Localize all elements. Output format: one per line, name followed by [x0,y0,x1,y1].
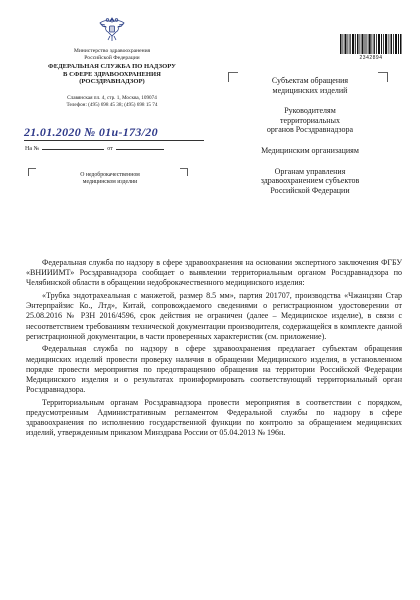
agency-name [36,63,188,86]
body-paragraph: Федеральная служба по надзору в сфере здравоохранения предлагает субъектам обращения медицинских изделий провести проверку наличия в обращении Медицинского изделия, в установленном порядке провести мероприятия по предотвращению обращения на территории Российской Федерации Медицинского изделия и о результатах проинформировать соответствующий территориальный орган Росздравнадзора. [26,344,402,395]
recipient-line: Медицинским организациям [261,145,359,155]
barcode-icon [340,34,402,54]
reference-row [25,146,164,152]
recipient-line: Органам управления [274,166,346,176]
recipient-line: Российской Федерации [270,185,350,195]
recipient-line: органов Росздравнадзора [266,125,354,135]
na-label: На № [25,146,40,152]
na-blank [42,149,104,150]
handwritten-registration: 21.01.2020 № 01и-173/20 [24,125,158,139]
phone-line: Телефон: (495) 698 45 38; (495) 698 15 74 [66,102,158,108]
recipient-item [232,76,388,95]
recipient-item [232,106,388,135]
agency-line: (РОСЗДРАВНАДЗОР) [79,78,145,86]
address-line: Славянская пл. 4, стр. 1, Москва, 109074 [67,95,157,101]
recipient-line: Субъектам обращения [271,76,349,85]
recipient-line: Руководителям [284,106,336,116]
ministry-name [40,48,184,61]
body-paragraph: «Трубка эндотрахеальная с манжетой, размер 8.5 мм», партия 201707, производства «Чжанцзян Стар Энтерпрайзис Ко., Лтд», Китай, сопровождаемого сведениями о регистрационном удостоверении от 25.08.2016 № РЗН 2016/4596, срок действия не ограничен (далее – Медицинское изделие), в связи с несоответствием требованиям технической документации производителя, содержащейся в комплекте данной регистрационной документации, в части проверенных характеристик (см. приложение). [26,291,402,341]
subject-text: О недоброкачественном [80,172,140,178]
ot-blank [116,149,164,150]
body-paragraph: Федеральная служба по надзору в сфере здравоохранения на основании экспертного заключения ФГБУ «ВНИИИМТ» Росздравнадзора сообщает о выявлении территориальным органом Росздравнадзора по Челябинской области в обращении недоброкачественного медицинского изделия: [26,258,402,288]
subject-text: медицинском изделии [82,179,138,185]
recipient-line: медицинских изделий [272,85,348,95]
registration-underline [24,140,204,141]
ot-label: от [107,146,113,152]
recipients-block [232,76,388,206]
agency-line: ФЕДЕРАЛЬНАЯ СЛУЖБА ПО НАДЗОРУ [48,63,176,70]
barcode-number: 2342894 [359,55,383,61]
letter-body [26,258,402,441]
recipient-line: здравоохранением субъектов [260,176,360,186]
recipient-item [232,167,388,196]
subject-line [50,172,170,186]
ministry-line: Российской Федерации [84,54,140,61]
recipient-line: территориальных [280,115,340,125]
agency-address [42,95,182,109]
recipient-item [232,146,388,156]
ministry-line: Министерство здравоохранения [73,48,151,54]
coat-of-arms-icon [97,14,127,44]
agency-line: В СФЕРЕ ЗДРАВООХРАНЕНИЯ [63,70,161,78]
body-paragraph: Территориальным органам Росздравнадзора провести мероприятия в соответствии с порядком, предусмотренным Административным регламентом Федеральной службы по надзору в сфере здравоохранения по исполнению государственной функции по контролю за обращением медицинских изделий, утвержденным приказом Минздрава России от 05.04.2013 № 196н. [26,397,402,438]
